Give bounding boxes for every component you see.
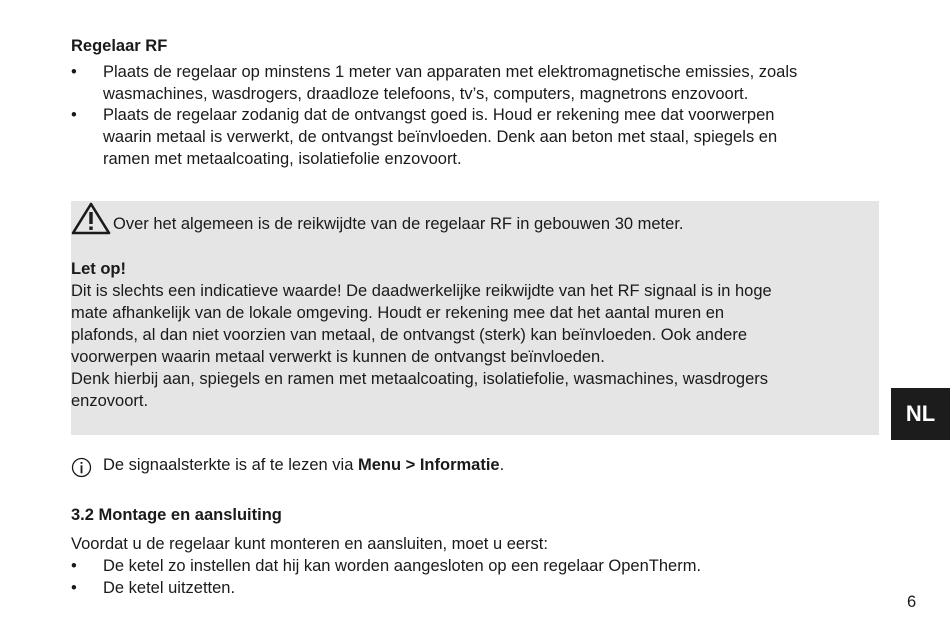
list-item bbox=[71, 104, 881, 170]
bullet-marker: • bbox=[71, 63, 77, 81]
info-icon bbox=[71, 457, 92, 478]
info-text bbox=[103, 454, 504, 476]
notice-box bbox=[71, 201, 879, 435]
bullet-text-line: De ketel uitzetten. bbox=[103, 579, 236, 597]
bullet-text-line: De ketel zo instellen dat hij kan worden aangesloten op een regelaar OpenTherm. bbox=[103, 557, 702, 575]
section-title-montage: 3.2 Montage en aansluiting bbox=[71, 506, 282, 524]
list-item bbox=[71, 555, 881, 577]
bullet-text-line: ramen met metaalcoating, isolatiefolie enzovoort. bbox=[103, 150, 462, 168]
notice-text-line: voorwerpen waarin metaal verwerkt is kunnen de ontvangst beïnvloeden. bbox=[71, 348, 605, 366]
bullet-marker: • bbox=[71, 106, 77, 124]
bullet-text-line: waarin metaal is verwerkt, de ontvangst beïnvloeden. Denk aan beton met staal, spiegels en bbox=[103, 128, 778, 146]
info-text-before: De signaalsterkte is af te lezen via bbox=[103, 456, 358, 474]
warning-title: Let op! bbox=[71, 260, 126, 278]
notice-text-line: mate afhankelijk van de lokale omgeving. Houdt er rekening mee dat het aantal muren en bbox=[71, 304, 725, 322]
language-tab: NL bbox=[891, 388, 950, 440]
menu-path: Menu > Informatie bbox=[357, 456, 500, 474]
notice-text-line: enzovoort. bbox=[71, 392, 149, 410]
notice-text-line: Denk hierbij aan, spiegels en ramen met metaalcoating, isolatiefolie, wasmachines, wasdrogers bbox=[71, 370, 769, 388]
bullet-text-line: Plaats de regelaar zodanig dat de ontvangst goed is. Houd er rekening mee dat voorwerpen bbox=[103, 106, 775, 124]
notice-text-line: Dit is slechts een indicatieve waarde! De daadwerkelijke reikwijdte van het RF signaal is in hoge bbox=[71, 282, 772, 300]
page-number: 6 bbox=[907, 593, 917, 611]
list-item bbox=[71, 61, 881, 105]
bullet-marker: • bbox=[71, 557, 77, 575]
bullet-text-line: wasmachines, wasdrogers, draadloze telefoons, tv’s, computers, magnetrons enzovoort. bbox=[103, 85, 749, 103]
bullet-marker: • bbox=[71, 579, 77, 597]
notice-text-line: plafonds, al dan niet voorzien van metaal, de ontvangst (sterk) kan beïnvloeden. Ook andere bbox=[71, 326, 748, 344]
bullet-text-line: Plaats de regelaar op minstens 1 meter van apparaten met elektromagnetische emissies, zoals bbox=[103, 63, 798, 81]
warning-icon bbox=[71, 201, 111, 235]
section-intro: Voordat u de regelaar kunt monteren en aansluiten, moet u eerst: bbox=[71, 535, 548, 553]
notice-intro: Over het algemeen is de reikwijdte van de regelaar RF in gebouwen 30 meter. bbox=[113, 215, 684, 233]
list-item bbox=[71, 577, 881, 599]
section-title-regelaar-rf: Regelaar RF bbox=[71, 37, 168, 55]
info-text-after: . bbox=[499, 456, 505, 474]
